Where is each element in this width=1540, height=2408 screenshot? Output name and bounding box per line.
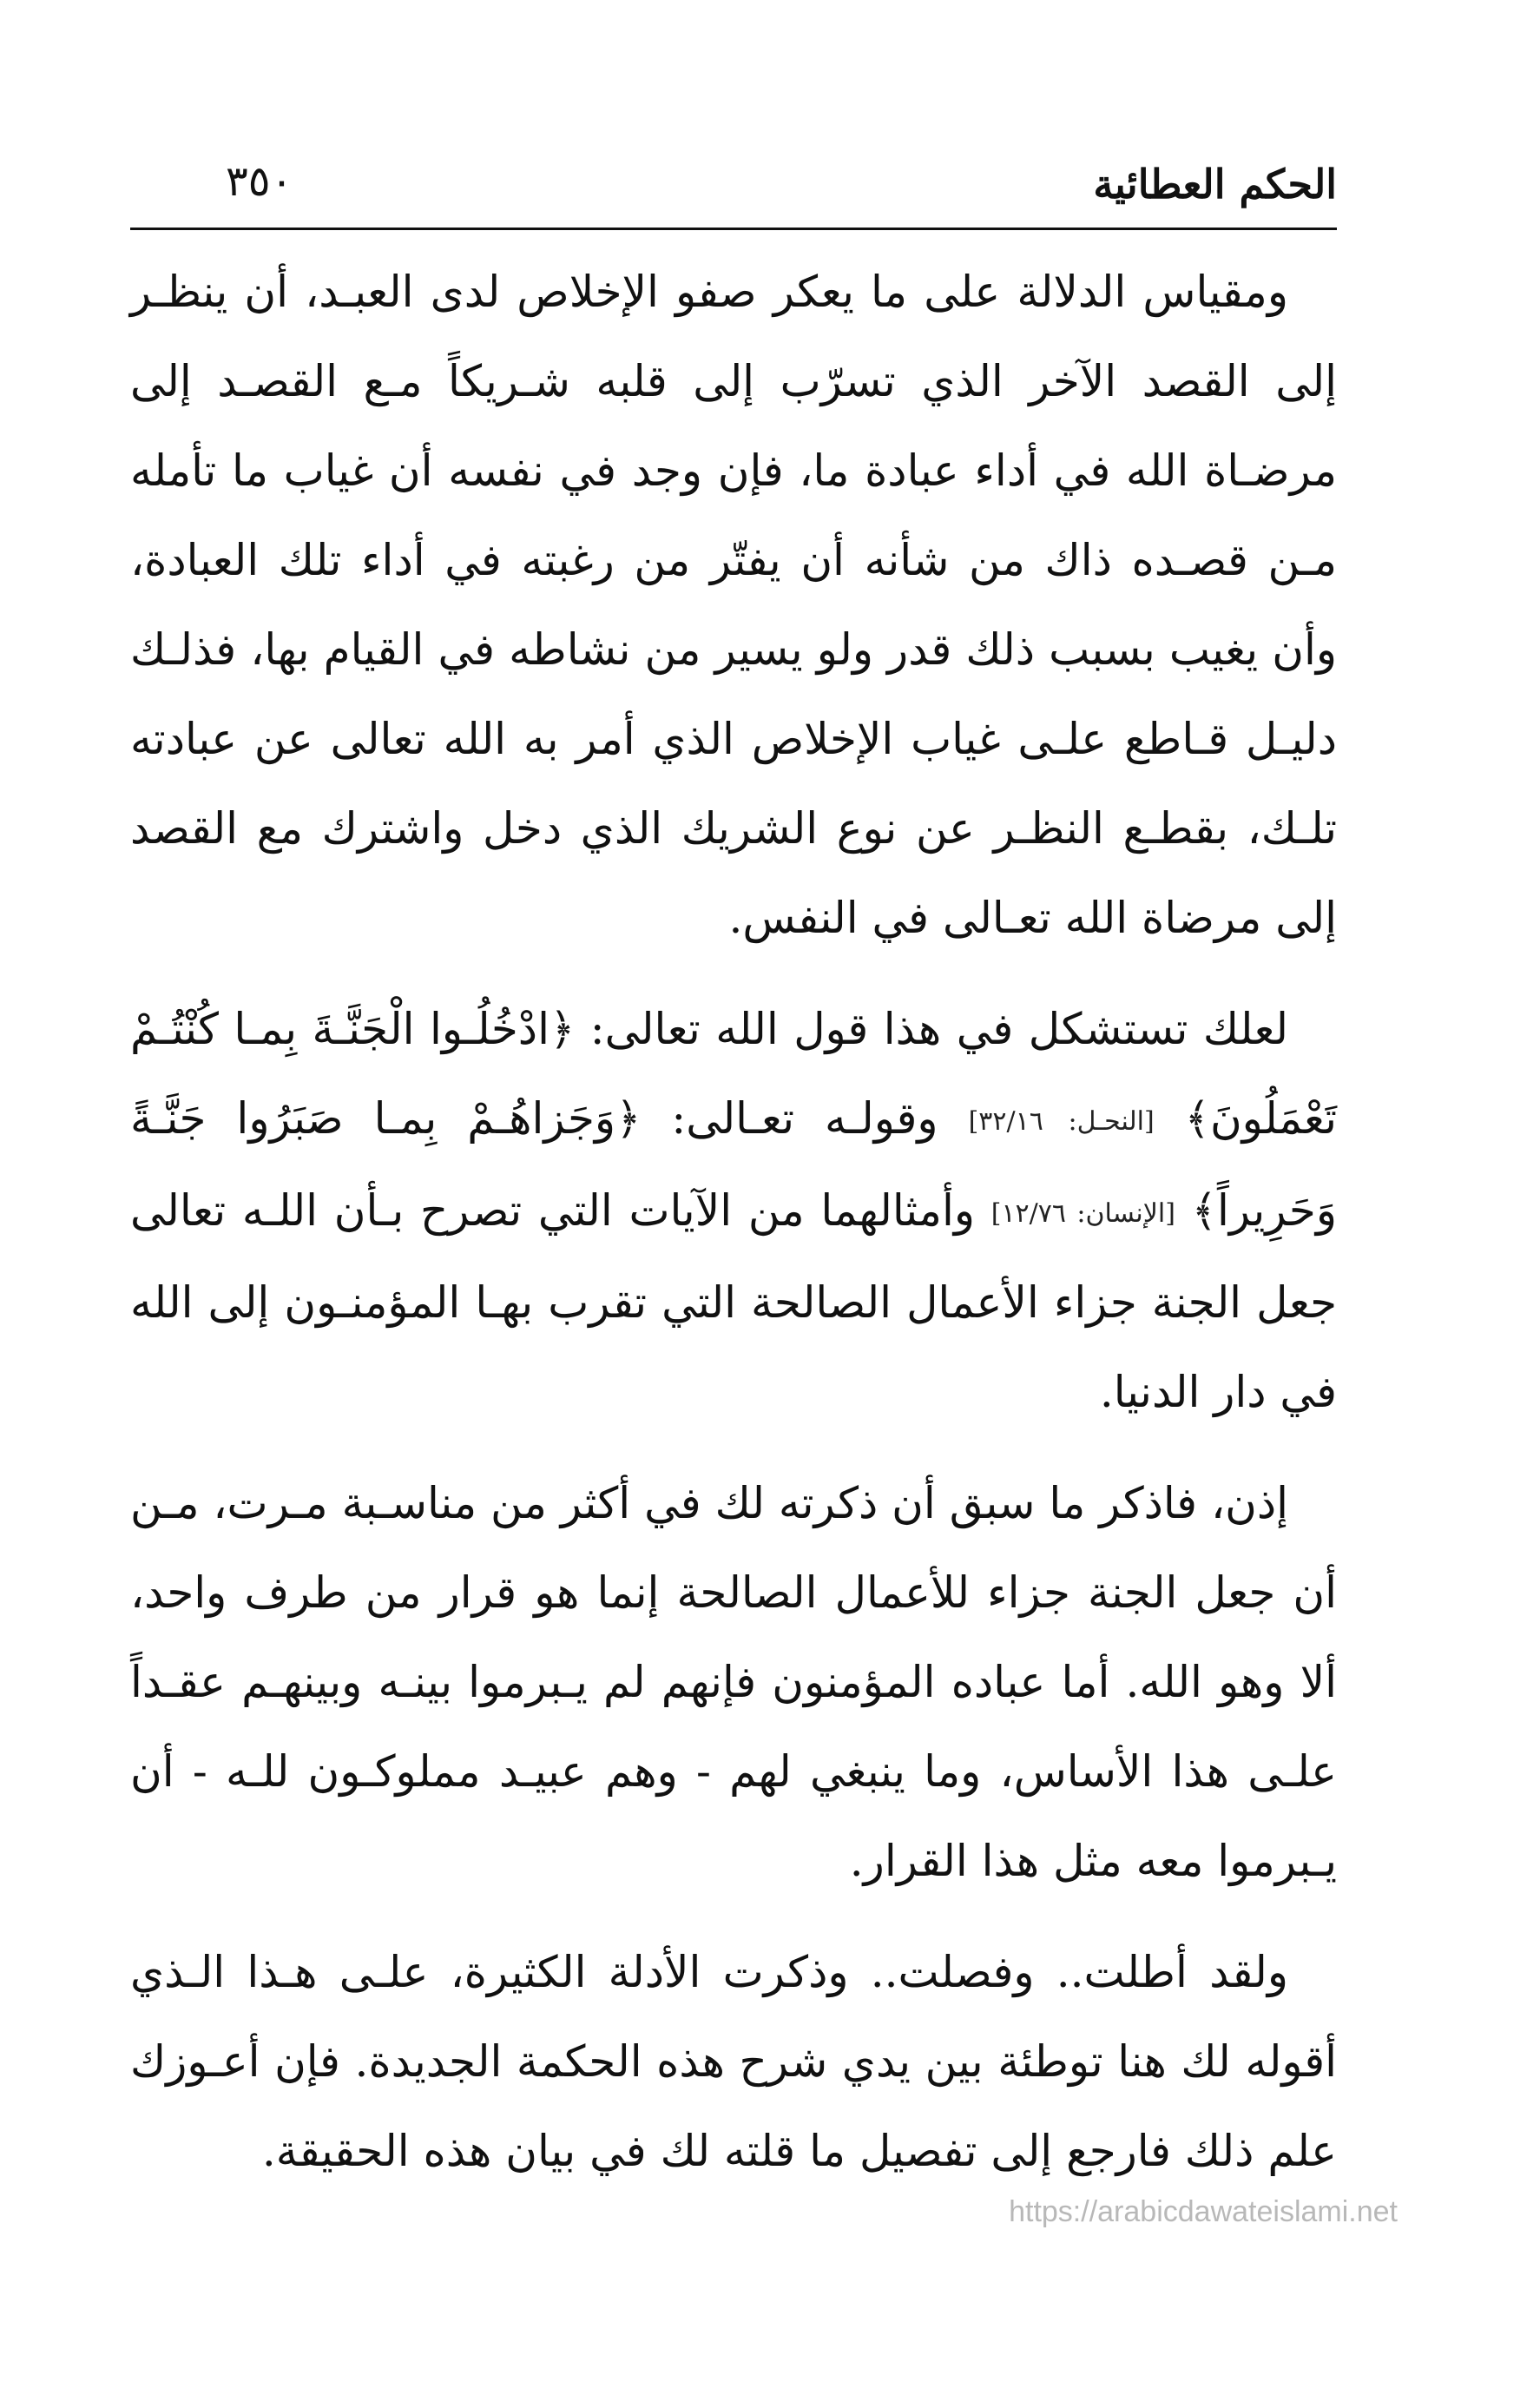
verse-reference-1: [النحـل: ٣٢/١٦] — [968, 1106, 1155, 1137]
paragraph-2-rest: وأمثالهما من الآيات التي تصرح بـأن اللـه تعالى جعل الجنة جزاء الأعمال الصالحة التي تقرب بهـا المؤمنـون إلى الله في دار الدنيا. — [130, 1185, 1337, 1417]
paragraph-2 — [130, 985, 1337, 1437]
paragraph-1: ومقياس الدلالة على ما يعكر صفو الإخلاص لدى العبـد، أن ينظـر إلى القصد الآخر الذي تسرّب إلى قلبه شـريكاً مـع القصـد إلى مرضـاة الله في أداء عبادة ما، فإن وجد في نفسه أن غياب ما تأمله مـن قصـده ذاك من شأنه أن يفتّر من رغبته في أداء تلك العبادة، وأن يغيب بسبب ذلك قدر ولو يسير من نشاطه في القيام بها، فذلـك دليـل قـاطع علـى غياب الإخلاص الذي أمر به الله تعالى عن عبادته تلـك، بقطـع النظـر عن نوع الشريك الذي دخل واشترك مع القصد إلى مرضاة الله تعـالى في النفس. — [130, 267, 1337, 943]
running-title: الحكم العطائية — [1093, 161, 1337, 208]
page-header — [130, 152, 1337, 221]
book-page — [130, 0, 1337, 2408]
quran-verse-2: ﴿وَجَزاهُـمْ بِمـا صَبَرُوا جَنَّـةً وَحَرِيراً﴾ — [130, 1093, 1337, 1236]
quran-verse-1: ﴿ادْخُلُـوا الْجَنَّـةَ بِمـا كُنْتُـمْ تَعْمَلُونَ﴾ — [130, 1004, 1337, 1144]
body-text — [130, 247, 1337, 2196]
paragraph-4: ولقد أطلت.. وفصلت.. وذكرت الأدلة الكثيرة، علـى هـذا الـذي أقوله لك هنا توطئة بين يدي شرح هذه الحكمة الجديدة. فإن أعـوزك علم ذلك فارجع إلى تفصيل ما قلته لك في بيان هذه الحقيقة. — [130, 1947, 1337, 2176]
header-rule — [130, 228, 1337, 230]
paragraph-2-mid: وقولـه تعـالى: — [671, 1093, 938, 1144]
verse-reference-2: [الإنسان: ١٢/٧٦] — [990, 1198, 1175, 1229]
paragraph-2-intro: لعلك تستشكل في هذا قول الله تعالى: — [589, 1004, 1288, 1054]
paragraph-3: إذن، فاذكر ما سبق أن ذكرته لك في أكثر من مناسـبة مـرت، مـن أن جعل الجنة جزاء للأعمال الصالحة إنما هو قرار من طرف واحد، ألا وهو الله. أما عباده المؤمنون فإنهم لم يـبرموا بينـه وبينهـم عقـداً علـى هذا الأساس، وما ينبغي لهم - وهم عبيـد مملوكـون للـه - أن يـبرموا معه مثل هذا القرار. — [130, 1478, 1337, 1886]
page-number: ٣٥٠ — [226, 157, 293, 206]
source-watermark: https://arabicdawateislami.net — [1009, 2195, 1398, 2228]
